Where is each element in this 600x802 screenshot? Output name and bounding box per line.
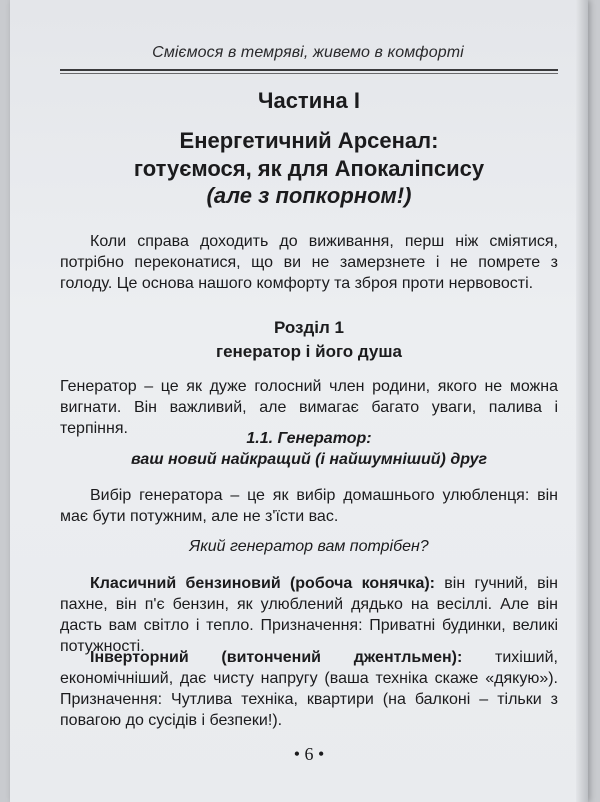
- part-heading-line-1: Енергетичний Арсенал:: [179, 128, 439, 153]
- subsection-question: Який генератор вам потрібен?: [189, 538, 429, 555]
- subsection-number: 1.1. Генератор:: [246, 430, 372, 447]
- list-item: [60, 573, 558, 657]
- subsection-name: ваш новий найкращий (і найшумніший) друг: [130, 451, 488, 468]
- list-item: [60, 647, 558, 731]
- item-text: він гучний, він пахне, він п'є бензин, як улюблений дядько на весіллі. Але він дасть вам світло і тепло. Призначення: Приватні будинки, великі потужності.: [60, 575, 558, 655]
- part-title: Частина І: [258, 88, 360, 113]
- header-rule: [60, 69, 558, 71]
- running-header: Сміємося в темряві, живемо в комфорті: [152, 44, 464, 61]
- chapter-paragraph: Генератор – це як дуже голосний член родини, якого не можна вигнати. Він важливий, але вимагає багато уваги, палива і терпіння.: [60, 378, 558, 437]
- page-edge: [576, 0, 588, 802]
- book-page: [10, 0, 588, 802]
- intro-paragraph: Коли справа доходить до виживання, перш ніж сміятися, потрібно переконатися, що ви не замерзнете і не помрете з голоду. Це основа нашого комфорту та зброя проти нервовості.: [60, 233, 558, 292]
- part-heading: [60, 127, 558, 183]
- item-term: Класичний бензиновий (робоча конячка):: [90, 575, 435, 592]
- page-number: • 6 •: [293, 744, 325, 764]
- part-subheading: (але з попкорном!): [206, 183, 412, 208]
- subsection-paragraph: Вибір генератора – це як вибір домашнього улюбленця: він має бути потужним, але не з'їсти вас.: [60, 487, 558, 525]
- chapter-name: генератор і його душа: [215, 342, 402, 361]
- header-rule-thin: [60, 73, 558, 74]
- chapter-number: Розділ 1: [273, 318, 345, 337]
- part-heading-line-2: готуємося, як для Апокаліпсису: [133, 156, 485, 181]
- item-term: Інверторний (витончений джентльмен):: [90, 649, 463, 666]
- item-text: тихіший, економічніший, дає чисту напругу (ваша техніка скаже «дякую»). Призначення: Чутлива техніка, квартири (на балконі – тільки з повагою до сусідів і безпеки!).: [60, 649, 559, 729]
